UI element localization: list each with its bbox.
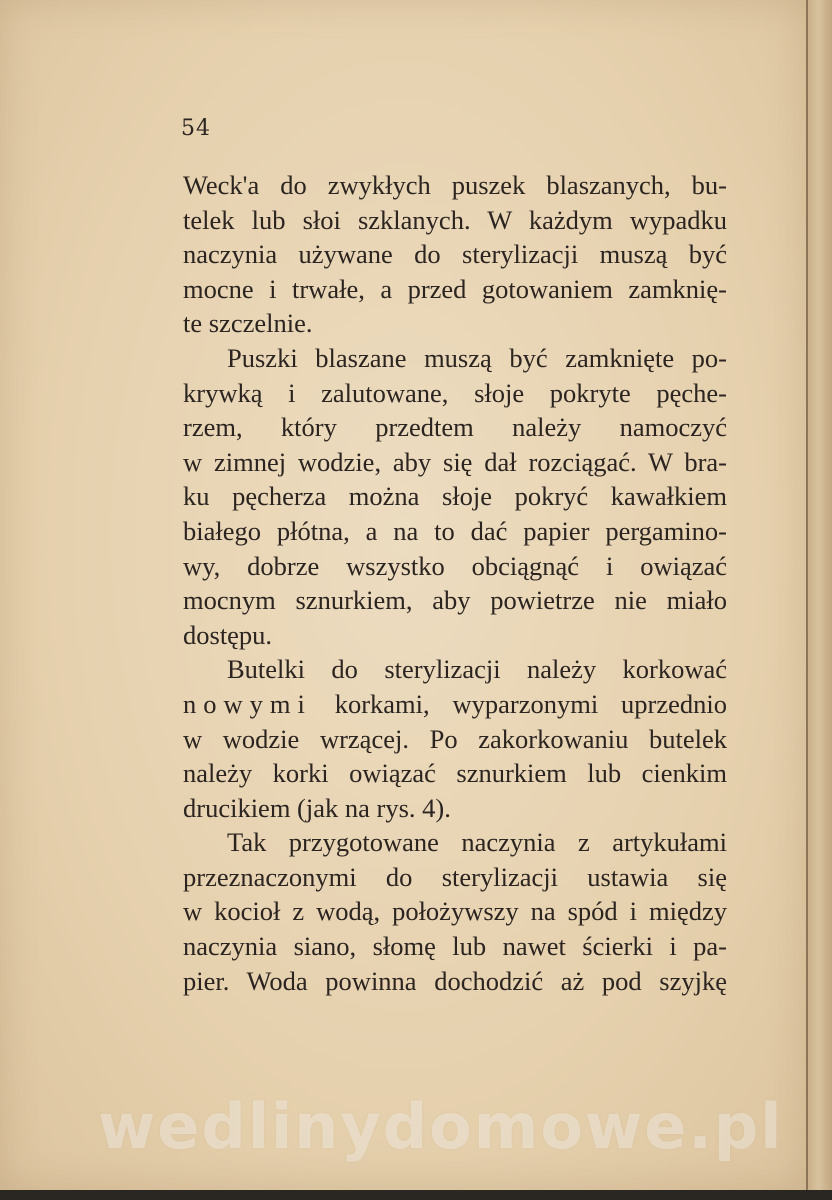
text-line: w zimnej wodzie, aby się dał rozciągać. W bra- xyxy=(183,446,727,477)
book-spine xyxy=(806,0,832,1200)
text-line: telek lub słoi szklanych. W każdym wypadku xyxy=(183,204,727,235)
text-line: w wodzie wrzącej. Po zakorkowaniu butelek xyxy=(183,723,727,754)
text-line: Tak przygotowane naczynia z artykułami xyxy=(227,827,727,858)
text-line: w kocioł z wodą, położywszy na spód i między xyxy=(183,896,727,927)
text-line: Butelki do sterylizacji należy korkować xyxy=(227,654,727,685)
text-line: białego płótna, a na to dać papier pergamino- xyxy=(183,515,727,546)
text-line xyxy=(183,687,727,722)
watermark: wedlinydomowe.pl xyxy=(98,1090,784,1163)
text-line: Weck'a do zwykłych puszek blaszanych, bu- xyxy=(183,170,727,200)
text-line: naczynia siano, słomę lub nawet ścierki i pa- xyxy=(183,931,727,962)
text-line: te szczelnie. xyxy=(183,308,313,339)
page-number: 54 xyxy=(181,116,211,141)
text-line: drucikiem (jak na rys. 4). xyxy=(183,792,451,823)
text-line: ku pęcherza można słoje pokryć kawałkiem xyxy=(183,481,727,512)
text-line: rzem, który przedtem należy namoczyć xyxy=(183,412,727,443)
spaced-emphasis: nowymi xyxy=(183,688,312,719)
text-line: Puszki blaszane muszą być zamknięte po- xyxy=(227,342,727,373)
text-line: należy korki owiązać sznurkiem lub cienkim xyxy=(183,758,727,789)
text-line: krywką i zalutowane, słoje pokryte pęche- xyxy=(183,377,727,408)
body-text xyxy=(183,168,727,998)
text-line: wy, dobrze wszystko obciągnąć i owiązać xyxy=(183,550,727,581)
text-line: naczynia używane do sterylizacji muszą być xyxy=(183,239,727,270)
text-line: mocne i trwałe, a przed gotowaniem zamknię- xyxy=(183,273,727,304)
book-bottom-edge xyxy=(0,1190,832,1200)
text-line: dostępu. xyxy=(183,619,273,650)
text-line: mocnym sznurkiem, aby powietrze nie miało xyxy=(183,585,727,616)
text-line: przeznaczonymi do sterylizacji ustawia się xyxy=(183,861,727,892)
text-line: pier. Woda powinna dochodzić aż pod szyjkę xyxy=(183,965,727,996)
text-line-rest: korkami, wyparzonymi uprzednio xyxy=(311,688,727,719)
